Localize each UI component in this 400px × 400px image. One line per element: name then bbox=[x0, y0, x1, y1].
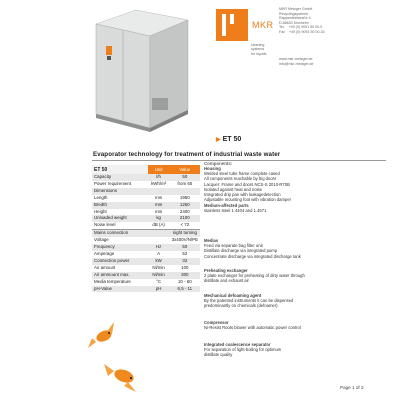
value-header: Value bbox=[170, 165, 200, 174]
section-line: Concentrate discharge via integrated discharge tank bbox=[204, 253, 301, 259]
contact-block: MKR Metzger GmbH Recyclingsysteme Rappenfeldstraße 4 D-86653 Monheim Tel. +49 (0) 9091 50 00-0 Fax +49 (0) 9091 50 00-30 bbox=[279, 7, 325, 34]
table-row bbox=[92, 195, 200, 202]
row-label: Noise level bbox=[94, 222, 116, 228]
table-row bbox=[92, 272, 200, 279]
table-row bbox=[92, 188, 200, 195]
section-line: All components reachable by big doors bbox=[204, 176, 277, 182]
row-unit bbox=[148, 188, 170, 195]
section-line: Integrated drip pan with leakagedetection bbox=[204, 192, 281, 198]
row-value bbox=[170, 188, 200, 195]
row-unit: mm bbox=[154, 208, 163, 214]
section-heading: Integrated coalescence separator bbox=[204, 342, 271, 347]
goldfish-image bbox=[84, 316, 154, 396]
row-label: Length bbox=[94, 194, 108, 200]
section-line: 2 plate exchanger for preheating of dirty water through bbox=[204, 273, 305, 279]
row-value: 2400 bbox=[179, 208, 190, 214]
headline: Evaporator technology for treatment of industrial waste water bbox=[93, 151, 281, 158]
web-email: www.mkr-metzger.de info@mkr-metzger.de bbox=[279, 57, 314, 66]
component-section bbox=[204, 166, 384, 202]
table-title: ET 50 bbox=[92, 165, 148, 174]
table-row bbox=[92, 222, 200, 229]
section-line: Feed via separate bag filter unit bbox=[204, 243, 263, 249]
row-label: Connection power bbox=[92, 258, 148, 265]
triangle-icon: ▶ bbox=[216, 137, 221, 143]
row-label: Air ammount max. bbox=[92, 272, 148, 279]
row-value: 50 bbox=[170, 174, 200, 181]
row-unit: °C bbox=[156, 278, 162, 284]
row-unit: A bbox=[157, 250, 161, 256]
row-value: 52 bbox=[182, 250, 188, 256]
divider bbox=[92, 160, 386, 161]
row-unit: Hz bbox=[148, 244, 170, 251]
row-label: Frequency bbox=[92, 244, 148, 251]
section-line: Isolated against heat and noise bbox=[204, 186, 262, 192]
section-line: By the patented instruments it can be dispensed bbox=[204, 298, 294, 304]
spec-table-header bbox=[92, 165, 200, 174]
table-row bbox=[92, 258, 200, 265]
row-unit: kWh/m³ bbox=[151, 180, 167, 186]
row-unit bbox=[148, 237, 170, 244]
section-line: Adjustable mounting foot with vibration damper bbox=[204, 197, 292, 203]
section-line: Lacquer: Frame and doors NCS-S 2010-R70B bbox=[204, 181, 290, 187]
row-unit: Nl/min bbox=[152, 264, 165, 270]
product-name: ET 50 bbox=[222, 136, 242, 143]
row-value: 100 bbox=[181, 264, 189, 270]
section-line: Ni-Resist Roots blower with automatic power control bbox=[204, 325, 301, 331]
table-row bbox=[92, 174, 200, 181]
table-row bbox=[92, 237, 200, 244]
table-row bbox=[92, 181, 200, 188]
section-heading: Preheating exchanger bbox=[204, 268, 248, 273]
components-title: Components: bbox=[204, 161, 233, 166]
row-label: Air amount bbox=[94, 264, 116, 270]
table-row bbox=[92, 279, 200, 286]
mkr-logo-mark bbox=[216, 9, 248, 41]
row-label: Height bbox=[94, 208, 107, 214]
section-line: distillate and exhaust air bbox=[204, 278, 249, 284]
section-heading: Medium-affected parts bbox=[204, 203, 249, 208]
table-row bbox=[92, 265, 200, 272]
row-value: 1950 bbox=[179, 194, 190, 200]
row-label: Voltage bbox=[94, 237, 109, 243]
unit-header: Unit bbox=[148, 165, 170, 174]
row-value: 6,5 - 11 bbox=[170, 286, 200, 293]
section-line: Distillate discharge via integrated pump bbox=[204, 248, 278, 254]
section-line: For separation of light-boiling for optimum bbox=[204, 347, 282, 353]
row-label: Mains connection bbox=[92, 230, 148, 237]
table-row bbox=[92, 230, 200, 237]
section-heading: Medias bbox=[204, 238, 219, 243]
row-value: 50 bbox=[170, 244, 200, 251]
row-value: 10 - 60 bbox=[177, 278, 192, 284]
section-line: Welded steel tube frame complete cased bbox=[204, 171, 280, 177]
evaporator-machine-image bbox=[92, 6, 192, 136]
row-unit bbox=[148, 230, 170, 237]
component-section bbox=[204, 320, 384, 330]
section-heading: Mechanical defoaming agent bbox=[204, 293, 262, 298]
section-heading: Compressor bbox=[204, 320, 229, 325]
table-row bbox=[92, 286, 200, 293]
section-heading: Housing bbox=[204, 166, 221, 171]
row-value: 3x400V/N/PE bbox=[171, 237, 198, 243]
row-label: Amperage bbox=[94, 250, 115, 256]
component-section bbox=[204, 238, 384, 259]
row-unit: mm bbox=[154, 194, 163, 200]
row-label: Dimensions bbox=[92, 188, 148, 195]
row-label: Bredth bbox=[92, 202, 148, 209]
component-section bbox=[204, 293, 384, 309]
row-value: < 72 bbox=[180, 222, 190, 228]
tagline: cleaning systems for liquids bbox=[251, 43, 267, 56]
page-number: Page 1 of 2 bbox=[340, 385, 364, 390]
table-row bbox=[92, 202, 200, 209]
row-unit: pH bbox=[148, 286, 170, 293]
table-row bbox=[92, 244, 200, 251]
row-value: 32 bbox=[170, 258, 200, 265]
row-unit: kW bbox=[148, 258, 170, 265]
row-unit: l/h bbox=[148, 174, 170, 181]
row-unit: Nl/min bbox=[148, 272, 170, 279]
product-title bbox=[216, 136, 241, 143]
row-label: pH-Value bbox=[92, 286, 148, 293]
component-section bbox=[204, 268, 384, 284]
row-value: 2100 bbox=[170, 215, 200, 222]
section-line: predominantly on chemicals (defoamer). bbox=[204, 303, 279, 309]
row-label: Unloaded weight bbox=[92, 215, 148, 222]
component-section bbox=[204, 342, 384, 358]
section-line: stainless steel 1.4404 and 1.4571 bbox=[204, 208, 267, 214]
section-line: distillate quality bbox=[204, 352, 233, 358]
row-value: night turning bbox=[170, 230, 200, 237]
table-row bbox=[92, 251, 200, 258]
component-section bbox=[204, 203, 384, 213]
logo-text: MKR bbox=[252, 20, 274, 30]
table-row bbox=[92, 209, 200, 216]
row-value: 1260 bbox=[170, 202, 200, 209]
row-unit: mm bbox=[148, 202, 170, 209]
row-unit: kg bbox=[148, 215, 170, 222]
row-value: from 65 bbox=[177, 180, 193, 186]
row-label: Media temperature bbox=[94, 278, 131, 284]
row-value: 300 bbox=[170, 272, 200, 279]
table-row bbox=[92, 215, 200, 222]
row-label: Capacity bbox=[92, 174, 148, 181]
row-unit: dB (A) bbox=[152, 222, 165, 228]
spec-table bbox=[92, 165, 200, 292]
row-label: Power requirement bbox=[94, 180, 132, 186]
